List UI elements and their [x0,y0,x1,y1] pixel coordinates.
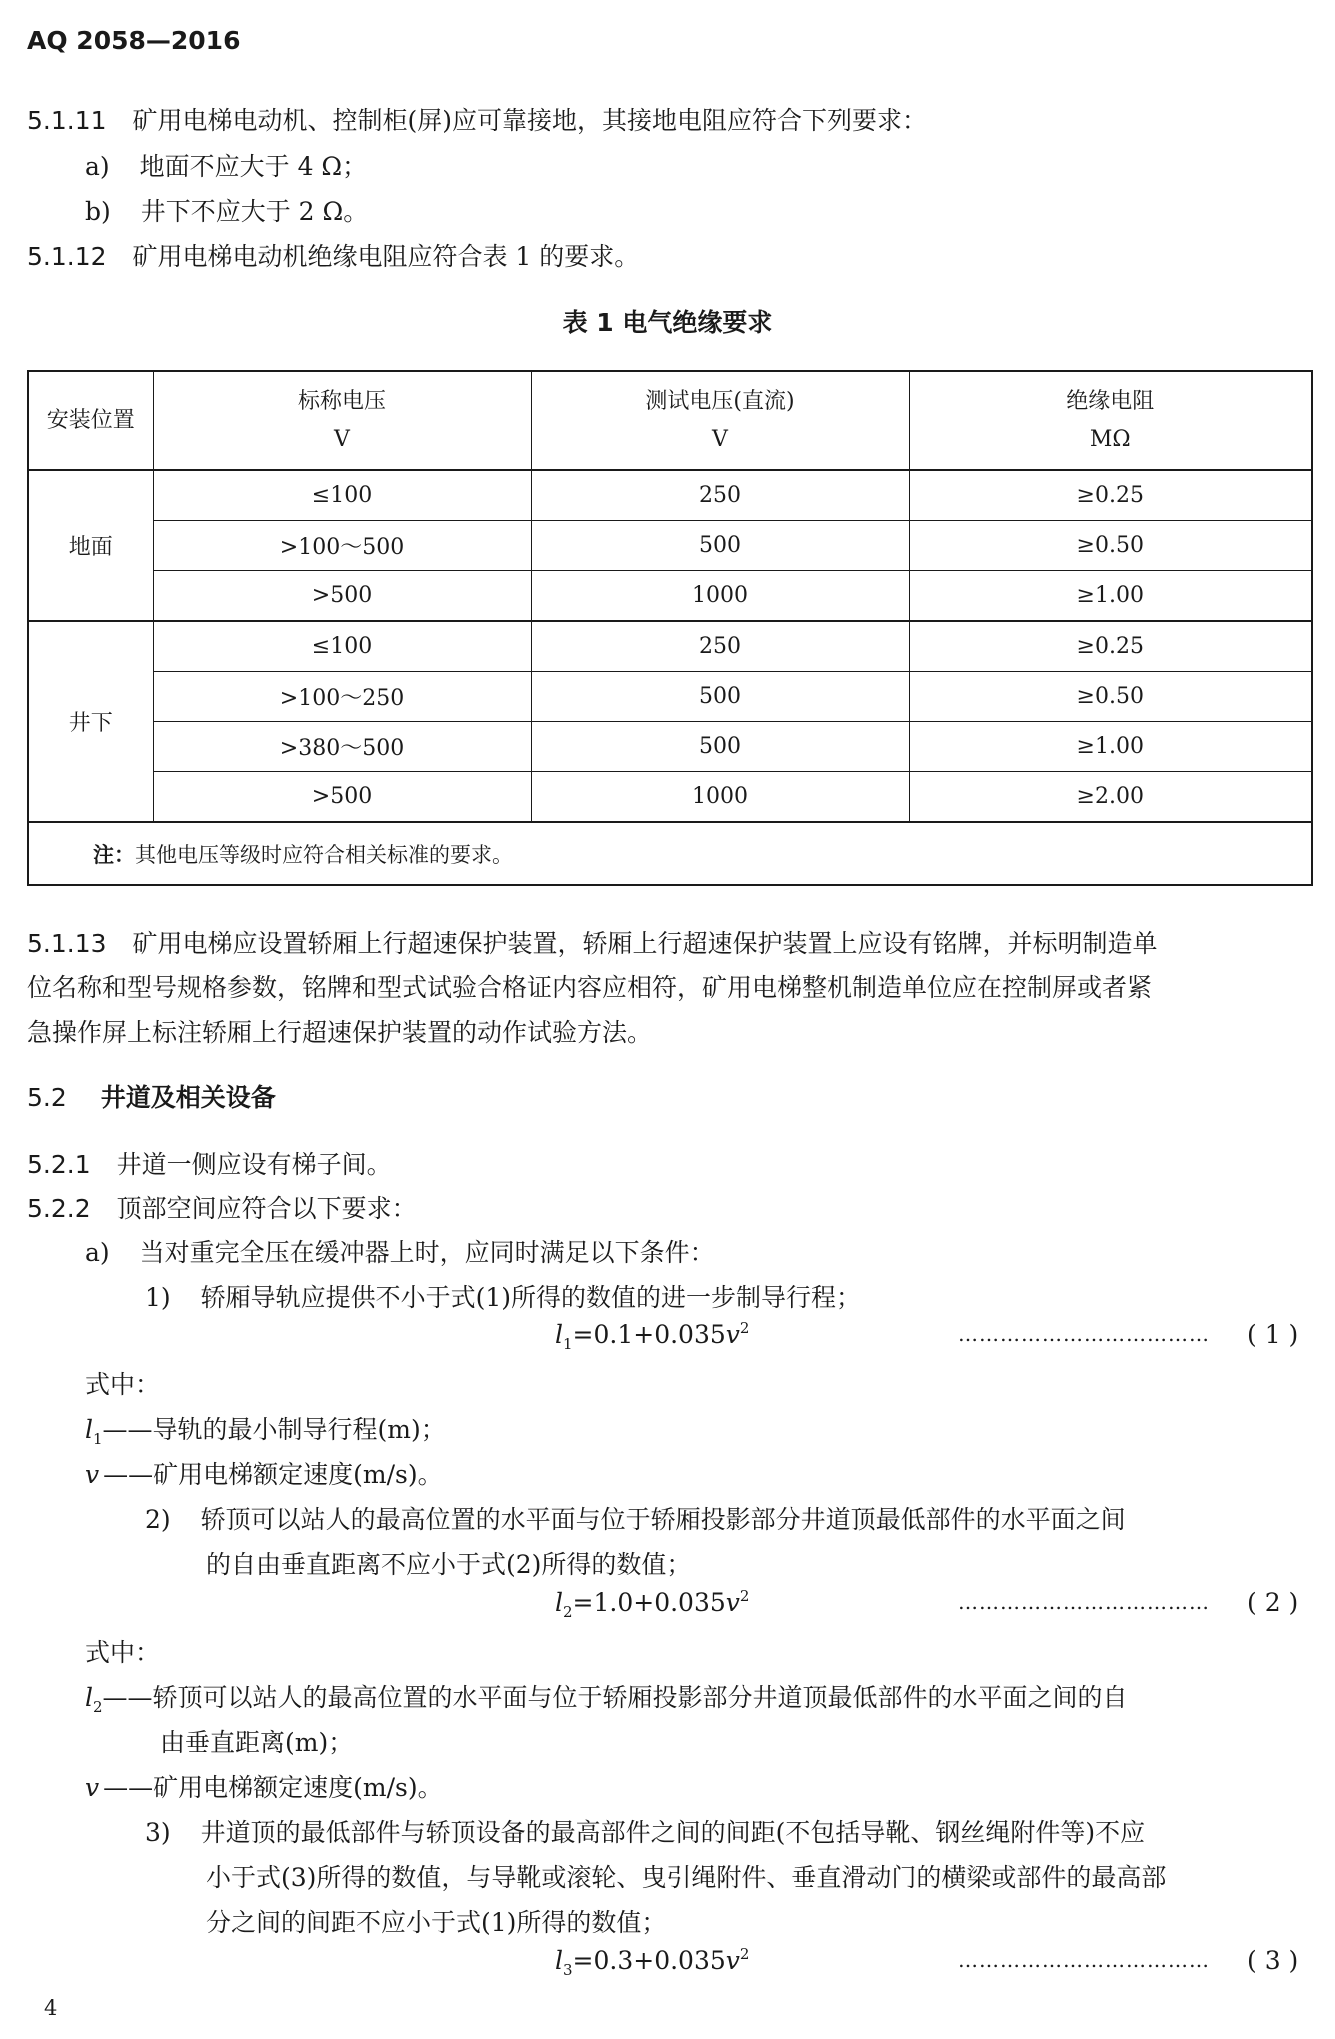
test-cell: 500 [531,722,909,772]
item-text-line: 小于式(3)所得的数值，与导靴或滚轮、曳引绳附件、垂直滑动门的横梁或部件的最高部 [206,1863,1167,1892]
formula-1-leader-dots: ……………………………… [958,1322,1210,1346]
test-cell: 250 [531,470,909,521]
where-v: v ——矿用电梯额定速度(m/s)。 [85,1773,443,1802]
insulation-cell: ≥2.00 [909,772,1312,823]
section-heading-5-2 [27,1078,276,1114]
formula-3-number: ( 3 ) [1247,1946,1299,1975]
note-text: 其他电压等级时应符合相关标准的要求。 [135,842,513,867]
clause-text-line: 矿用电梯应设置轿厢上行超速保护装置，轿厢上行超速保护装置上应设有铭牌，并标明制造单 [132,929,1158,958]
sub-item-1 [145,1278,861,1314]
note-label: 注： [93,842,135,867]
sub-item-3 [145,1813,1145,1849]
formula-2-leader-dots: ……………………………… [958,1590,1210,1614]
item-text: 井道顶的最低部件与轿顶设备的最高部件之间的间距(不包括导靴、钢丝绳附件等)不应 [200,1818,1146,1847]
header-nominal-voltage: 标称电压 V [153,371,531,470]
insulation-table [27,370,1313,886]
header-insulation-resistance: 绝缘电阻 MΩ [909,371,1312,470]
clause-text: 顶部空间应符合以下要求： [116,1194,417,1223]
item-label: 1) [145,1283,171,1312]
table-note-row [28,822,1312,885]
where-l1: $l_1——$导轨的最小制导行程(m)； [85,1415,446,1448]
clause-5-2-2-a [85,1233,715,1269]
insulation-cell: ≥0.25 [909,470,1312,521]
insulation-cell: ≥1.00 [909,722,1312,772]
clause-5-2-1 [27,1145,392,1181]
nominal-cell: >500 [153,571,531,622]
test-cell: 500 [531,672,909,722]
section-title: 井道及相关设备 [100,1083,276,1112]
clause-5-1-11-b [85,192,368,228]
table-caption: 表 1 电气绝缘要求 [562,308,773,337]
table-row [28,672,1312,722]
page-number: 4 [44,1996,58,2020]
clause-text: 井道一侧应设有梯子间。 [116,1150,392,1179]
clause-5-1-12 [27,237,639,273]
formula-3: $l_3=0.3+0.035v^2$ [555,1945,750,1979]
test-cell: 500 [531,521,909,571]
insulation-cell: ≥1.00 [909,571,1312,622]
header-test-voltage: 测试电压(直流) V [531,371,909,470]
table-row [28,772,1312,823]
insulation-cell: ≥0.50 [909,521,1312,571]
item-label: b) [85,197,111,226]
header-position: 安装位置 [28,371,153,470]
item-label: a) [85,152,110,181]
table-note [28,822,1312,885]
clause-number: 5.1.11 [27,106,107,135]
test-cell: 1000 [531,772,909,823]
item-text: 轿厢导轨应提供不小于式(1)所得的数值的进一步制导行程； [200,1283,862,1312]
section-number: 5.2 [27,1083,67,1112]
clause-number: 5.2.1 [27,1150,91,1179]
item-text: 地面不应大于 4 Ω； [139,152,368,181]
clause-number: 5.1.13 [27,929,107,958]
item-text: 轿顶可以站人的最高位置的水平面与位于轿厢投影部分井道顶最低部件的水平面之间 [200,1505,1126,1534]
formula-2-number: ( 2 ) [1247,1588,1299,1617]
where-l2: $l_2——$轿顶可以站人的最高位置的水平面与位于轿厢投影部分井道顶最低部件的水平面之间的自 [85,1683,1128,1716]
where-label: 式中： [85,1638,161,1667]
item-text: 当对重完全压在缓冲器上时，应同时满足以下条件： [139,1238,715,1267]
formula-1: $l_1=0.1+0.035v^2$ [555,1319,750,1353]
clause-number: 5.1.12 [27,242,107,271]
item-label: 2) [145,1505,171,1534]
doc-code: AQ 2058—2016 [27,26,241,55]
formula-3-leader-dots: ……………………………… [958,1948,1210,1972]
insulation-cell: ≥0.25 [909,621,1312,672]
table-row [28,521,1312,571]
where-l2-continued: 由垂直距离(m)； [160,1728,354,1757]
test-cell: 1000 [531,571,909,622]
table-row [28,621,1312,672]
sub-item-2 [145,1500,1126,1536]
clause-text-line: 急操作屏上标注轿厢上行超速保护装置的动作试验方法。 [27,1018,653,1047]
nominal-cell: ≤100 [153,470,531,521]
item-text-line: 的自由垂直距离不应小于式(2)所得的数值； [206,1550,692,1579]
formula-1-number: ( 1 ) [1247,1320,1299,1349]
item-label: a) [85,1238,110,1267]
item-label: 3) [145,1818,171,1847]
test-cell: 250 [531,621,909,672]
where-v: v ——矿用电梯额定速度(m/s)。 [85,1460,443,1489]
nominal-cell: >100～250 [153,672,531,722]
nominal-cell: ≤100 [153,621,531,672]
clause-text: 矿用电梯电动机绝缘电阻应符合表 1 的要求。 [132,242,640,271]
item-text: 井下不应大于 2 Ω。 [140,197,369,226]
table-header-row [28,371,1312,470]
clause-5-2-2 [27,1189,417,1225]
position-cell: 地面 [28,470,153,621]
nominal-cell: >380～500 [153,722,531,772]
where-label: 式中： [85,1370,161,1399]
table-row [28,571,1312,622]
clause-number: 5.2.2 [27,1194,91,1223]
clause-5-1-13 [27,924,1158,960]
table-row [28,470,1312,521]
nominal-cell: >100～500 [153,521,531,571]
clause-5-1-11 [27,101,927,137]
table-row [28,722,1312,772]
insulation-cell: ≥0.50 [909,672,1312,722]
item-text-line: 分之间的间距不应小于式(1)所得的数值； [206,1908,667,1937]
nominal-cell: >500 [153,772,531,823]
formula-2: $l_2=1.0+0.035v^2$ [555,1587,750,1621]
clause-5-1-11-a [85,147,367,183]
clause-text-line: 位名称和型号规格参数，铭牌和型式试验合格证内容应相符，矿用电梯整机制造单位应在控制屏或者紧 [27,973,1153,1002]
position-cell: 井下 [28,621,153,822]
clause-text: 矿用电梯电动机、控制柜(屏)应可靠接地，其接地电阻应符合下列要求： [132,106,927,135]
